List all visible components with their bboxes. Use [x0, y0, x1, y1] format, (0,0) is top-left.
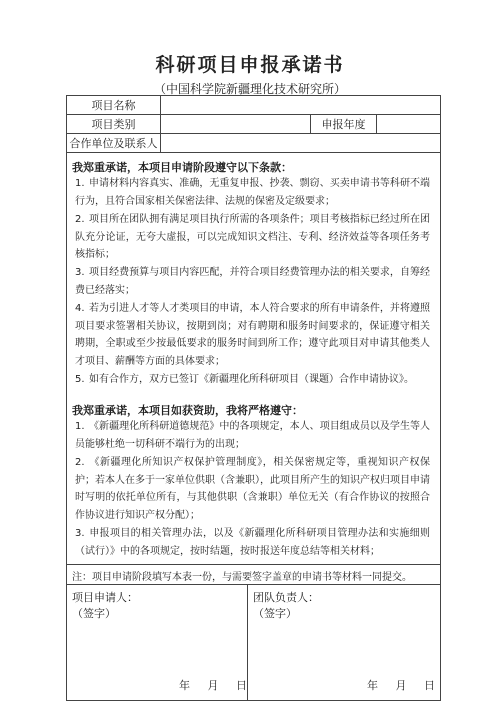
leader-date: 年 月 日 — [367, 679, 435, 692]
apply-year-field[interactable] — [377, 115, 440, 133]
item-text: 《新疆理化所科研道德规范》中的各项规定，本人、项目组成员以及学生等人员能够杜绝一切科研不端行为的出现； — [75, 421, 430, 450]
section1-item — [75, 175, 430, 210]
item-text: 如有合作方，双方已签订《新疆理化所科研项目（课题）合作申请协议》。 — [89, 374, 414, 385]
section1-item — [75, 264, 430, 299]
item-text: 项目所在团队拥有满足项目执行所需的各项条件；项目考核指标已经过所在团队充分论证，无夸大虚报，可以完成知识文档注、专利、经济效益等各项任务考核指标； — [75, 214, 430, 261]
document-title: 科研项目申报承诺书 — [155, 54, 345, 76]
applicant-signature-area[interactable] — [72, 621, 242, 671]
item-text: 《新疆理化所知识产权保护管理制度》，相关保密规定等，重视知识产权保护；若本人在多于一家单位供职（含兼职），此项目所产生的知识产权归项目申请时写明的依托单位所有，与其他供职（含兼职）单位无关（有合作协议的按照合作协议进行知识产权分配）； — [75, 457, 430, 521]
item-number: 3. — [75, 528, 85, 539]
signature-block — [67, 585, 440, 700]
section1-heading: 我郑重承诺，本项目申请阶段遵守以下条款： — [72, 161, 292, 174]
partner-label: 合作单位及联系人 — [67, 134, 161, 152]
section2-item — [75, 454, 430, 524]
section1-item — [75, 300, 430, 370]
item-number: 1. — [75, 178, 85, 189]
signature-divider — [247, 585, 248, 700]
commitments-block — [67, 153, 440, 565]
project-type-field[interactable] — [161, 115, 311, 133]
item-number: 1. — [75, 421, 85, 432]
section1-item — [75, 371, 430, 389]
section2-item — [75, 525, 430, 560]
item-number: 2. — [75, 457, 85, 468]
item-number: 2. — [75, 214, 85, 225]
item-number: 3. — [75, 267, 85, 278]
apply-year-label: 申报年度 — [311, 115, 377, 133]
document-subtitle: （中国科学院新疆理化技术研究所） — [153, 82, 346, 96]
item-number: 5. — [75, 374, 85, 385]
project-name-field[interactable] — [161, 96, 440, 114]
note-text: 注：项目申请阶段填写本表一份，与需要签字盖章的申请书等材料一同提交。 — [72, 572, 412, 583]
section2-item — [75, 418, 430, 453]
applicant-date: 年 月 日 — [179, 679, 247, 692]
item-text: 若为引进人才等人才类项目的申请，本人符合要求的所有申请条件，并将遵照项目要求签署相关协议，按期到岗；对有聘期和服务时间要求的，保证遵守相关聘期，全职或至少按最低要求的服务时间到所工作；遵守此项目对申请其他类人才项目、薪酬等方面的具体要求； — [75, 303, 430, 367]
item-text: 项目经费预算与项目内容匹配，并符合项目经费管理办法的相关要求，自筹经费已经落实； — [75, 267, 430, 296]
leader-label: 团队负责人： — [253, 591, 319, 604]
applicant-label: 项目申请人： — [72, 591, 138, 604]
section1-item — [75, 211, 430, 264]
project-name-label: 项目名称 — [67, 96, 161, 114]
item-text: 申请材料内容真实、准确，无重复申报、抄袭、剽窃、买卖申请书等科研不端行为，且符合国家相关保密法律、法规的保密及定级要求； — [75, 178, 430, 207]
item-number: 4. — [75, 303, 85, 314]
row-note — [67, 565, 440, 585]
leader-signature-area[interactable] — [253, 621, 433, 671]
row-partner — [67, 134, 440, 153]
section2-heading: 我郑重承诺，本项目如获资助，我将严格遵守： — [72, 404, 303, 417]
leader-sign-note: （签字） — [253, 607, 297, 620]
row-project-name — [67, 96, 440, 115]
item-text: 申报项目的相关管理办法，以及《新疆理化所科研项目管理办法和实施细则（试行）》中的各项规定，按时结题，按时报送年度总结等相关材料； — [75, 528, 430, 557]
applicant-sign-note: （签字） — [72, 607, 116, 620]
commitment-form — [66, 95, 441, 701]
partner-field[interactable] — [161, 134, 440, 152]
row-project-type — [67, 115, 440, 134]
project-type-label: 项目类别 — [67, 115, 161, 133]
